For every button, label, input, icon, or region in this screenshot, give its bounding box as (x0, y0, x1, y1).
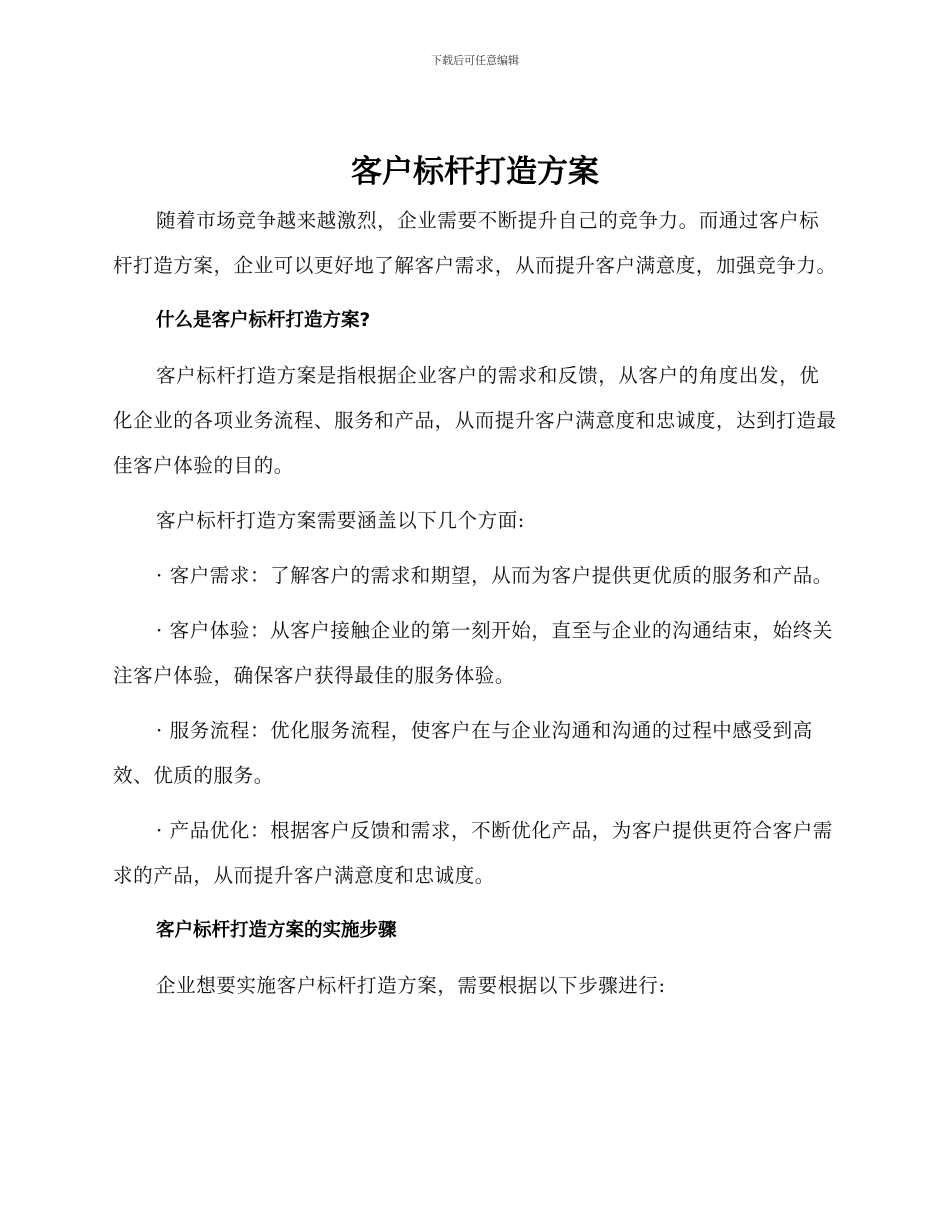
definition-paragraph: 客户标杆打造方案是指根据企业客户的需求和反馈，从客户的角度出发，优化企业的各项业务流程、服务和产品，从而提升客户满意度和忠诚度，达到打造最佳客户体验的目的。 (113, 364, 837, 477)
bullet-item-service-process: · 服务流程：优化服务流程，使客户在与企业沟通和沟通的过程中感受到高效、优质的服务。 (113, 719, 813, 787)
section-heading-what-is: 什么是客户标杆打造方案? (156, 310, 371, 331)
header-note: 下载后可任意编辑 (431, 54, 519, 67)
section-heading-implementation-steps: 客户标杆打造方案的实施步骤 (156, 920, 397, 941)
document-body (113, 198, 838, 1018)
intro-paragraph: 随着市场竞争越来越激烈，企业需要不断提升自己的竞争力。而通过客户标杆打造方案，企业可以更好地了解客户需求，从而提升客户满意度，加强竞争力。 (113, 209, 837, 277)
bullet-item-customer-needs: · 客户需求：了解客户的需求和期望，从而为客户提供更优质的服务和产品。 (156, 564, 833, 587)
aspects-lead-paragraph: 客户标杆打造方案需要涵盖以下几个方面: (156, 509, 525, 532)
bullet-item-product-optimization: · 产品优化：根据客户反馈和需求，不断优化产品，为客户提供更符合客户需求的产品，从而提升客户满意度和忠诚度。 (113, 819, 833, 887)
steps-lead-paragraph: 企业想要实施客户标杆打造方案，需要根据以下步骤进行: (156, 974, 666, 997)
bullet-item-customer-experience: · 客户体验：从客户接触企业的第一刻开始，直至与企业的沟通结束，始终关注客户体验，确保客户获得最佳的服务体验。 (113, 619, 833, 687)
document-title: 客户标杆打造方案 (351, 154, 599, 190)
